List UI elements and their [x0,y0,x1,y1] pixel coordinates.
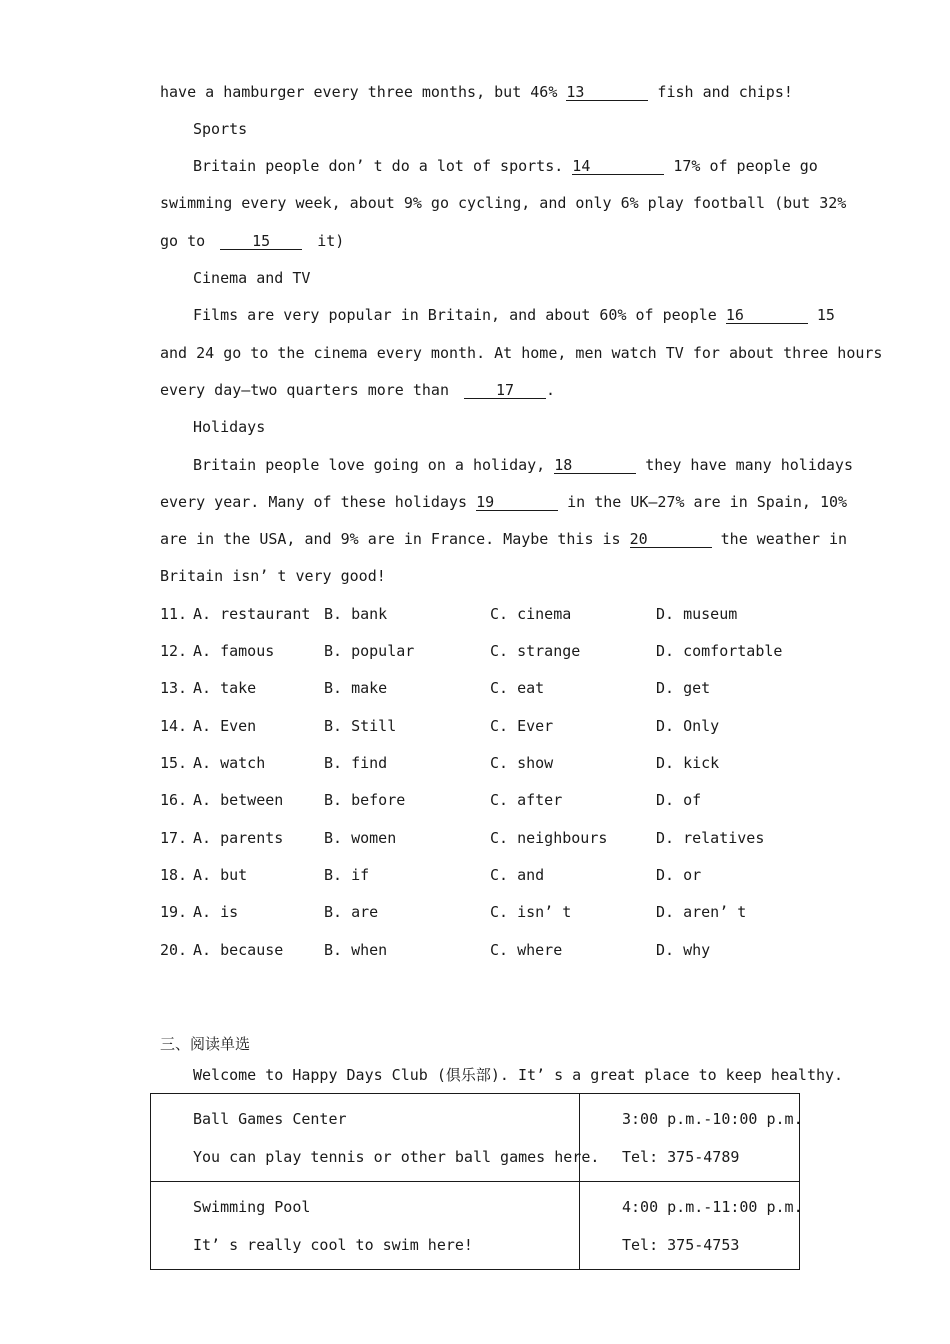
option-a: A. Even [193,717,257,735]
option-b: B. are [324,903,379,921]
option-a: A. is [193,903,239,921]
passage-line: and 24 go to the cinema every month. At home, men watch TV for about three hours [160,344,883,362]
option-b: B. women [324,829,397,847]
option-d: D. why [656,941,711,959]
section-heading-reading: 三、阅读单选 [160,1035,251,1053]
answer-blank-19: 19 [476,494,558,511]
section-heading-sports: Sports [193,120,248,138]
answer-blank-15: 15 [220,233,302,250]
facility-desc: You can play tennis or other ball games here. [193,1148,600,1166]
facility-cell [151,1182,580,1270]
text: go to [160,232,206,250]
option-a: A. but [193,866,248,884]
question-number: 12. [160,642,188,660]
reading-intro: Welcome to Happy Days Club (俱乐部). It’ s a great place to keep healthy. [193,1066,844,1084]
option-d: D. museum [656,605,738,623]
answer-blank-17: 17 [464,382,546,399]
text: they have many holidays [645,456,853,474]
text: every year. Many of these holidays [160,493,468,511]
option-c: C. strange [490,642,581,660]
option-d: D. of [656,791,702,809]
facility-name: Swimming Pool [193,1198,311,1216]
question-number: 17. [160,829,188,847]
club-info-table [150,1093,803,1270]
passage-line [160,492,848,512]
facility-desc: It’ s really cool to swim here! [193,1236,473,1254]
passage-line [160,82,792,102]
option-d: D. Only [656,717,720,735]
option-c: C. eat [490,679,545,697]
answer-blank-20: 20 [630,531,712,548]
option-b: B. bank [324,605,388,623]
opening-hours: 4:00 p.m.-11:00 p.m. [622,1198,803,1216]
text: have a hamburger every three months, but 46% [160,83,558,101]
passage-line [193,455,853,475]
option-c: C. where [490,941,563,959]
option-a: A. famous [193,642,275,660]
opening-hours: 3:00 p.m.-10:00 p.m. [622,1110,803,1128]
option-c: C. and [490,866,545,884]
passage-line [193,156,818,176]
text: 17% of people go [673,157,818,175]
question-number: 16. [160,791,188,809]
text: Britain people love going on a holiday, [193,456,546,474]
table-row [151,1094,800,1182]
passage-line [193,305,835,325]
option-c: C. neighbours [490,829,608,847]
phone-number: Tel: 375-4753 [622,1236,740,1254]
question-number: 20. [160,941,188,959]
text: Britain people don’ t do a lot of sports. [193,157,564,175]
option-a: A. restaurant [193,605,311,623]
question-number: 13. [160,679,188,697]
option-b: B. make [324,679,388,697]
passage-line [160,380,792,400]
passage-line: Britain isn’ t very good! [160,567,386,585]
facility-cell [151,1094,600,1182]
passage-line: swimming every week, about 9% go cycling, and only 6% play football (but 32% [160,194,847,212]
text: in the UK—27% are in Spain, 10% [567,493,848,511]
contact-cell [580,1182,803,1270]
option-b: B. Still [324,717,397,735]
answer-blank-18: 18 [554,457,636,474]
option-b: B. popular [324,642,415,660]
option-c: C. show [490,754,554,772]
text: it) [317,232,345,250]
option-d: D. comfortable [656,642,783,660]
option-c: C. isn’ t [490,903,572,921]
option-a: A. parents [193,829,284,847]
option-a: A. watch [193,754,266,772]
option-b: B. when [324,941,388,959]
option-d: D. kick [656,754,720,772]
option-c: C. after [490,791,563,809]
answer-blank-16: 16 [726,307,808,324]
option-a: A. because [193,941,284,959]
text: every day—two quarters more than [160,381,449,399]
option-b: B. before [324,791,406,809]
option-d: D. get [656,679,711,697]
answer-blank-13: 13 [566,84,648,101]
option-c: C. Ever [490,717,554,735]
section-heading-holidays: Holidays [193,418,266,436]
passage-line [160,231,792,251]
option-d: D. or [656,866,702,884]
option-a: A. take [193,679,257,697]
table-row [151,1182,800,1270]
question-number: 19. [160,903,188,921]
option-a: A. between [193,791,284,809]
passage-line [160,529,848,549]
facility-name: Ball Games Center [193,1110,347,1128]
phone-number: Tel: 375-4789 [622,1148,740,1166]
answer-blank-14: 14 [572,158,664,175]
question-number: 14. [160,717,188,735]
text: are in the USA, and 9% are in France. Maybe this is [160,530,621,548]
text: the weather in [720,530,848,548]
text: fish and chips! [657,83,793,101]
option-d: D. aren’ t [656,903,747,921]
option-b: B. if [324,866,370,884]
text: 15 [816,306,835,324]
contact-cell [580,1094,803,1182]
section-heading-cinema: Cinema and TV [193,269,311,287]
question-number: 11. [160,605,188,623]
text: . [546,381,556,399]
question-number: 15. [160,754,188,772]
question-number: 18. [160,866,188,884]
option-d: D. relatives [656,829,765,847]
text: Films are very popular in Britain, and about 60% of people [193,306,717,324]
option-b: B. find [324,754,388,772]
option-c: C. cinema [490,605,572,623]
